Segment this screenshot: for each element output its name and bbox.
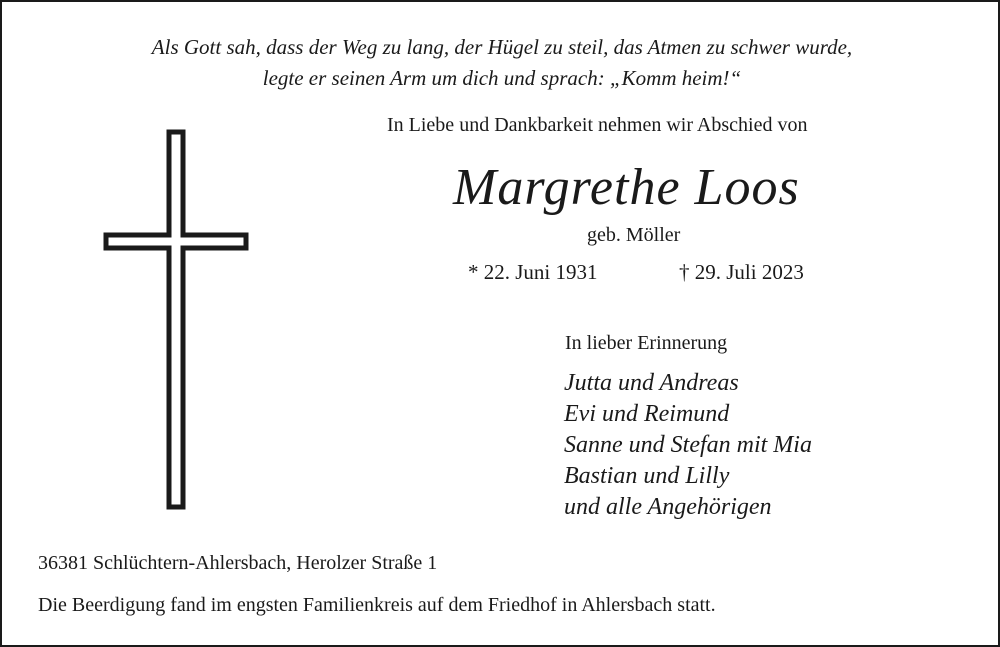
deceased-name: Margrethe Loos (453, 159, 800, 216)
verse-line-2: legte er seinen Arm um dich und sprach: „Komm heim!“ (262, 66, 742, 90)
family-address: 36381 Schlüchtern-Ahlersbach, Herolzer Straße 1 (38, 552, 438, 574)
maiden-name: geb. Möller (587, 224, 681, 246)
mourner-entry: Jutta und Andreas (564, 370, 739, 396)
farewell-intro: In Liebe und Dankbarkeit nehmen wir Abschied von (387, 114, 808, 136)
mourner-entry: Evi und Reimund (564, 401, 730, 427)
mourner-entry: Bastian und Lilly (564, 463, 730, 489)
verse-line-1: Als Gott sah, dass der Weg zu lang, der Hügel zu steil, das Atmen zu schwer wurde, (151, 35, 853, 59)
mourner-entry: Sanne und Stefan mit Mia (564, 432, 812, 458)
mourner-entry: und alle Angehörigen (564, 494, 772, 520)
memory-heading: In lieber Erinnerung (565, 332, 728, 354)
death-date: † 29. Juli 2023 (679, 260, 804, 284)
mourners-list (564, 368, 812, 523)
cross-icon (102, 129, 250, 516)
funeral-note: Die Beerdigung fand im engsten Familienkreis auf dem Friedhof in Ahlersbach statt. (38, 594, 716, 616)
birth-date: * 22. Juni 1931 (468, 260, 598, 284)
